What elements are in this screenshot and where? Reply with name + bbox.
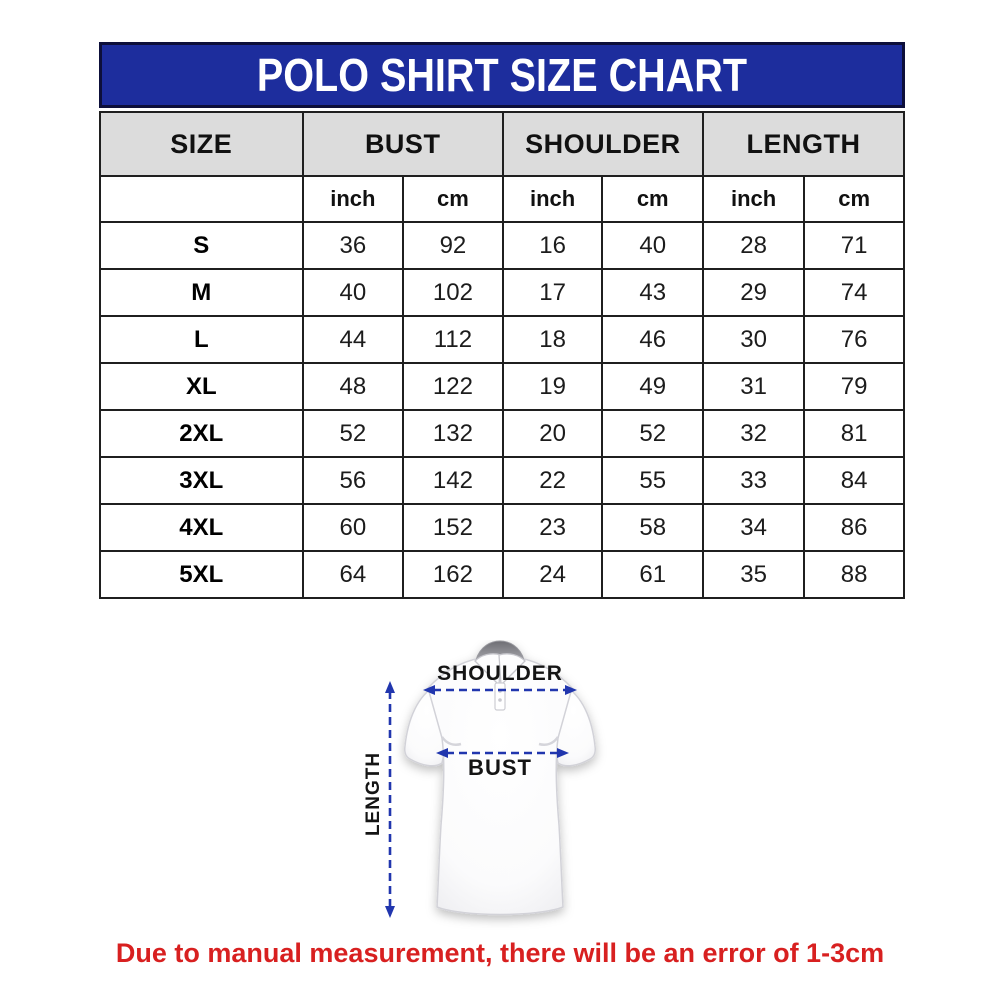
- table-row-m: [100, 269, 904, 316]
- value-cell: 81: [804, 410, 904, 457]
- table-row-3xl: [100, 457, 904, 504]
- table-row-s: [100, 222, 904, 269]
- shirt-placket: [495, 683, 505, 710]
- column-header-shoulder: SHOULDER: [503, 112, 703, 176]
- column-header-row: [100, 112, 904, 176]
- column-header-bust: BUST: [303, 112, 503, 176]
- value-cell: 132: [403, 410, 503, 457]
- shoulder-label: SHOULDER: [437, 662, 563, 685]
- unit-header-row: [100, 176, 904, 222]
- length-arrow: [385, 681, 395, 918]
- unit-header-shoulder-inch: inch: [503, 176, 603, 222]
- value-cell: 35: [703, 551, 804, 598]
- shirt-button: [498, 698, 502, 702]
- value-cell: 152: [403, 504, 503, 551]
- value-cell: 30: [703, 316, 804, 363]
- value-cell: 56: [303, 457, 404, 504]
- unit-header-bust-cm: cm: [403, 176, 503, 222]
- value-cell: 84: [804, 457, 904, 504]
- unit-header-length-inch: inch: [703, 176, 804, 222]
- length-label: LENGTH: [363, 751, 384, 837]
- size-cell: XL: [100, 363, 303, 410]
- value-cell: 43: [602, 269, 703, 316]
- size-table: [99, 111, 905, 599]
- value-cell: 19: [503, 363, 603, 410]
- table-row-xl: [100, 363, 904, 410]
- column-header-length: LENGTH: [703, 112, 904, 176]
- empty-corner-cell: [100, 176, 303, 222]
- size-cell: L: [100, 316, 303, 363]
- value-cell: 76: [804, 316, 904, 363]
- value-cell: 20: [503, 410, 603, 457]
- value-cell: 64: [303, 551, 404, 598]
- value-cell: 142: [403, 457, 503, 504]
- unit-header-shoulder-cm: cm: [602, 176, 703, 222]
- value-cell: 24: [503, 551, 603, 598]
- value-cell: 29: [703, 269, 804, 316]
- value-cell: 71: [804, 222, 904, 269]
- value-cell: 49: [602, 363, 703, 410]
- value-cell: 112: [403, 316, 503, 363]
- size-cell: S: [100, 222, 303, 269]
- value-cell: 31: [703, 363, 804, 410]
- size-cell: 2XL: [100, 410, 303, 457]
- value-cell: 92: [403, 222, 503, 269]
- value-cell: 79: [804, 363, 904, 410]
- size-cell: M: [100, 269, 303, 316]
- chart-title: POLO SHIRT SIZE CHART: [256, 49, 748, 101]
- value-cell: 60: [303, 504, 404, 551]
- value-cell: 162: [403, 551, 503, 598]
- table-row-l: [100, 316, 904, 363]
- unit-header-length-cm: cm: [804, 176, 904, 222]
- bust-label: BUST: [468, 755, 532, 780]
- value-cell: 102: [403, 269, 503, 316]
- size-chart: [99, 42, 905, 599]
- value-cell: 44: [303, 316, 404, 363]
- size-cell: 5XL: [100, 551, 303, 598]
- value-cell: 18: [503, 316, 603, 363]
- value-cell: 74: [804, 269, 904, 316]
- value-cell: 52: [602, 410, 703, 457]
- value-cell: 40: [602, 222, 703, 269]
- measurement-note: Due to manual measurement, there will be an error of 1-3cm: [115, 938, 885, 968]
- value-cell: 36: [303, 222, 404, 269]
- size-cell: 4XL: [100, 504, 303, 551]
- value-cell: 61: [602, 551, 703, 598]
- value-cell: 40: [303, 269, 404, 316]
- value-cell: 28: [703, 222, 804, 269]
- chart-title-bar: [99, 42, 905, 108]
- value-cell: 48: [303, 363, 404, 410]
- value-cell: 122: [403, 363, 503, 410]
- value-cell: 17: [503, 269, 603, 316]
- value-cell: 16: [503, 222, 603, 269]
- value-cell: 52: [303, 410, 404, 457]
- value-cell: 86: [804, 504, 904, 551]
- value-cell: 22: [503, 457, 603, 504]
- value-cell: 32: [703, 410, 804, 457]
- table-row-4xl: [100, 504, 904, 551]
- unit-header-bust-inch: inch: [303, 176, 404, 222]
- value-cell: 34: [703, 504, 804, 551]
- value-cell: 23: [503, 504, 603, 551]
- column-header-size: SIZE: [100, 112, 303, 176]
- table-row-2xl: [100, 410, 904, 457]
- size-cell: 3XL: [100, 457, 303, 504]
- value-cell: 58: [602, 504, 703, 551]
- value-cell: 46: [602, 316, 703, 363]
- table-row-5xl: [100, 551, 904, 598]
- value-cell: 88: [804, 551, 904, 598]
- value-cell: 33: [703, 457, 804, 504]
- value-cell: 55: [602, 457, 703, 504]
